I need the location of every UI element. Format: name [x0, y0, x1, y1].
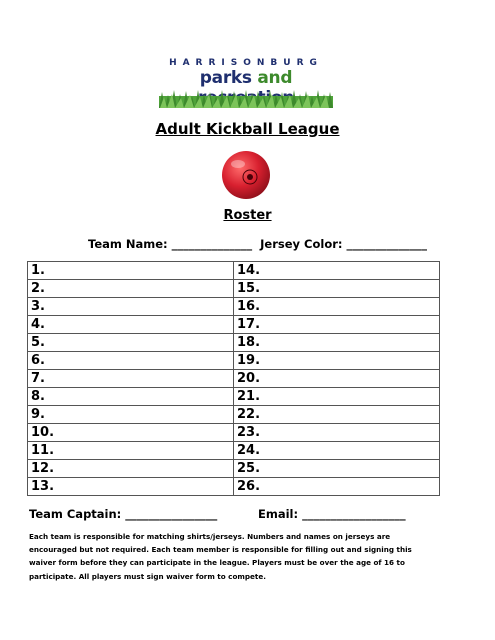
- roster-row: [28, 370, 440, 388]
- roster-row: [28, 478, 440, 496]
- captain-line: [29, 507, 406, 521]
- logo-city-name: HARRISONBURG: [169, 58, 323, 68]
- roster-slot-right[interactable]: 16.: [234, 298, 440, 316]
- roster-row: [28, 406, 440, 424]
- team-captain-field[interactable]: Team Captain: ________________: [29, 507, 218, 521]
- roster-row: [28, 460, 440, 478]
- roster-slot-right[interactable]: 19.: [234, 352, 440, 370]
- roster-slot-left[interactable]: 4.: [28, 316, 234, 334]
- logo-wordmark: parks and: [199, 68, 293, 88]
- roster-slot-right[interactable]: 23.: [234, 424, 440, 442]
- parks-and-recreation-logo: [157, 58, 335, 109]
- roster-slot-right[interactable]: 22.: [234, 406, 440, 424]
- page-title: Adult Kickball League: [155, 120, 340, 138]
- kickball-icon: [221, 150, 271, 200]
- roster-row: [28, 442, 440, 460]
- roster-slot-left[interactable]: 12.: [28, 460, 234, 478]
- roster-slot-left[interactable]: 9.: [28, 406, 234, 424]
- roster-row: [28, 280, 440, 298]
- roster-row: [28, 352, 440, 370]
- roster-slot-right[interactable]: 15.: [234, 280, 440, 298]
- team-name-field[interactable]: Team Name: ______________: [88, 237, 253, 251]
- logo-grass-graphic: [159, 88, 333, 108]
- roster-slot-left[interactable]: 6.: [28, 352, 234, 370]
- email-field[interactable]: Email: __________________: [258, 507, 406, 521]
- roster-row: [28, 388, 440, 406]
- roster-heading: Roster: [223, 208, 272, 223]
- roster-slot-left[interactable]: 10.: [28, 424, 234, 442]
- roster-slot-right[interactable]: 21.: [234, 388, 440, 406]
- roster-slot-right[interactable]: 20.: [234, 370, 440, 388]
- roster-slot-left[interactable]: 1.: [28, 262, 234, 280]
- roster-row: [28, 334, 440, 352]
- roster-row: [28, 424, 440, 442]
- roster-slot-right[interactable]: 24.: [234, 442, 440, 460]
- roster-slot-left[interactable]: 11.: [28, 442, 234, 460]
- roster-slot-left[interactable]: 3.: [28, 298, 234, 316]
- roster-slot-right[interactable]: 17.: [234, 316, 440, 334]
- roster-slot-left[interactable]: 8.: [28, 388, 234, 406]
- jersey-color-field[interactable]: Jersey Color: ______________: [260, 237, 427, 251]
- roster-row: [28, 262, 440, 280]
- roster-slot-right[interactable]: 14.: [234, 262, 440, 280]
- roster-table: [27, 261, 440, 496]
- roster-slot-left[interactable]: 13.: [28, 478, 234, 496]
- roster-slot-right[interactable]: 18.: [234, 334, 440, 352]
- roster-slot-left[interactable]: 7.: [28, 370, 234, 388]
- team-info-line: [88, 237, 427, 251]
- roster-row: [28, 298, 440, 316]
- roster-slot-left[interactable]: 5.: [28, 334, 234, 352]
- roster-slot-right[interactable]: 26.: [234, 478, 440, 496]
- waiver-note: Each team is responsible for matching shirts/jerseys. Numbers and names on jerseys are encouraged but not required. Each team member is responsible for filling out and signing this waiver form before they can participate in the league. Players must be over the age of 16 to participate. All players must sign waiver form to compete.: [29, 532, 412, 581]
- roster-row: [28, 316, 440, 334]
- roster-slot-left[interactable]: 2.: [28, 280, 234, 298]
- roster-slot-right[interactable]: 25.: [234, 460, 440, 478]
